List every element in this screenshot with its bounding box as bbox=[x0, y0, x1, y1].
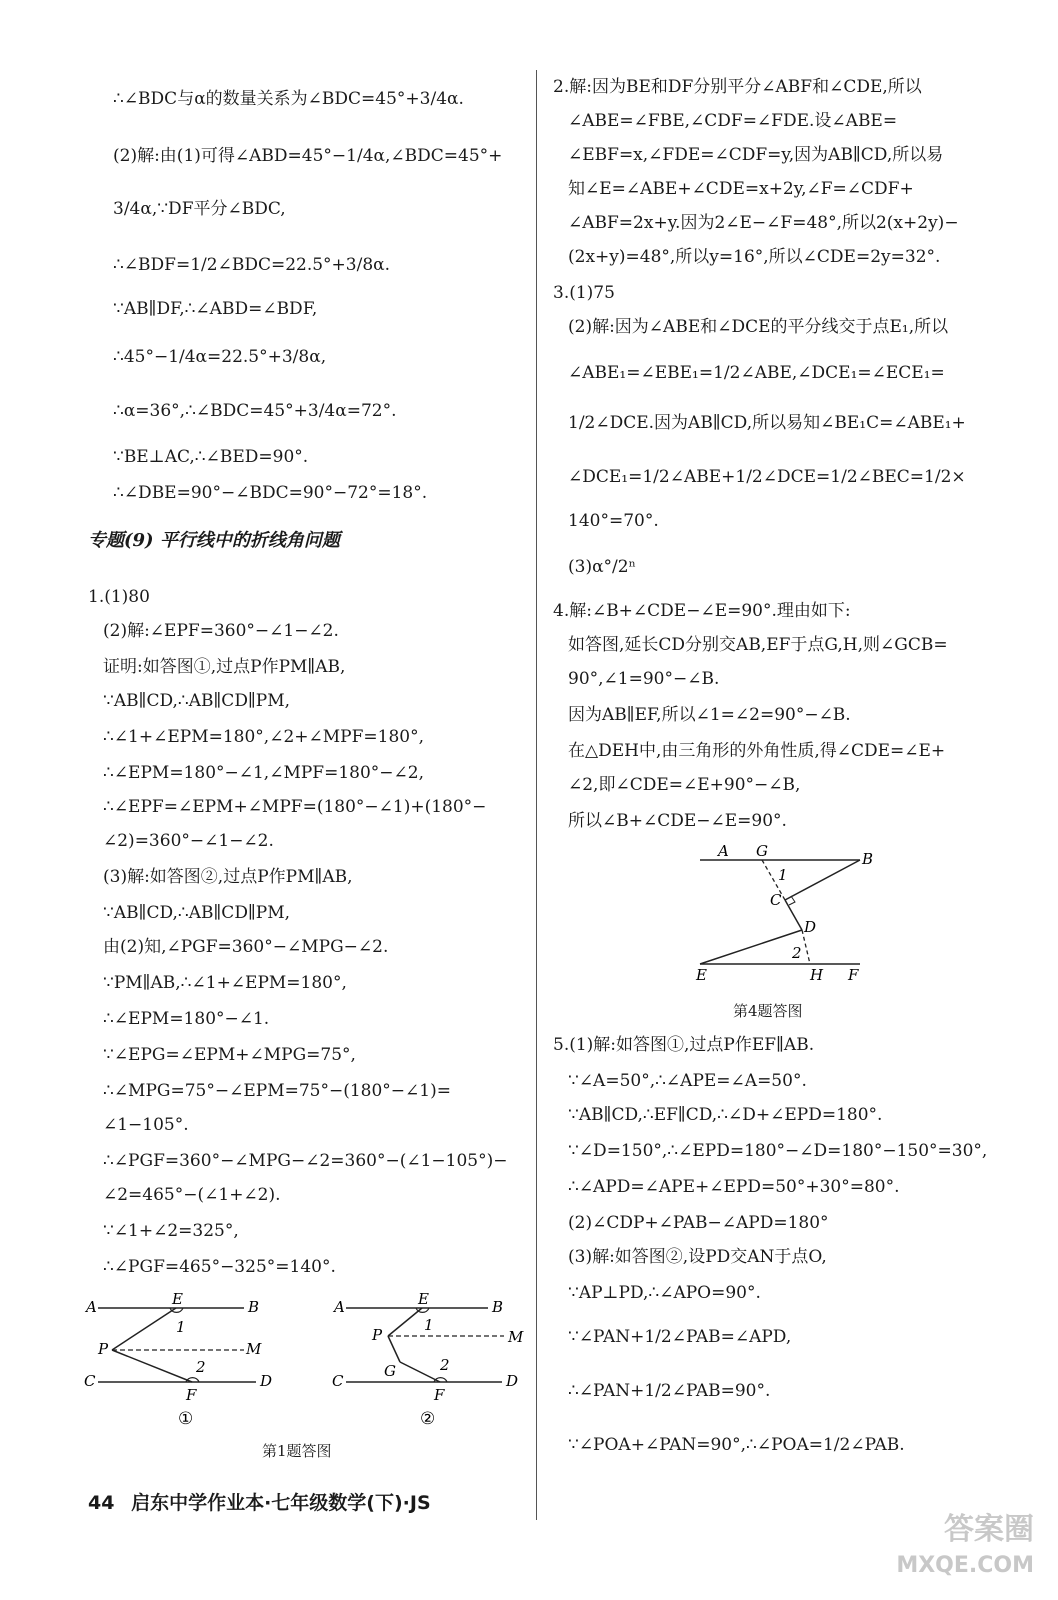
book-title: 启东中学作业本·七年级数学(下)·JS bbox=[131, 1492, 431, 1514]
left-line: ∠1−105°. bbox=[103, 1115, 189, 1135]
right-line: ∠ABE₁=∠EBE₁=1/2∠ABE,∠DCE₁=∠ECE₁= bbox=[568, 363, 945, 383]
left-line: ∵PM∥AB,∴∠1+∠EPM=180°, bbox=[103, 973, 347, 993]
left-line: ∵∠EPG=∠EPM+∠MPG=75°, bbox=[103, 1045, 356, 1065]
page-footer bbox=[88, 1488, 431, 1515]
left-line: ∴α=36°,∴∠BDC=45°+3/4α=72°. bbox=[113, 401, 397, 421]
left-line: ∴∠PGF=360°−∠MPG−∠2=360°−(∠1−105°)− bbox=[103, 1151, 508, 1171]
figure-question-1-b bbox=[330, 1290, 530, 1430]
right-line: (2)∠CDP+∠PAB−∠APD=180° bbox=[568, 1213, 829, 1233]
right-line: ∵AB∥CD,∴EF∥CD,∴∠D+∠EPD=180°. bbox=[568, 1105, 883, 1125]
fig4-label: D bbox=[804, 918, 817, 936]
left-line: ∵AB∥DF,∴∠ABD=∠BDF, bbox=[113, 299, 318, 319]
left-line: 3/4α,∵DF平分∠BDC, bbox=[113, 199, 286, 219]
right-line: 因为AB∥EF,所以∠1=∠2=90°−∠B. bbox=[568, 705, 851, 725]
watermark-line-1: 答案圈 bbox=[944, 1512, 1034, 1547]
watermark bbox=[896, 1512, 1034, 1584]
fig1a-label: M bbox=[246, 1340, 262, 1358]
fig1a-label: ① bbox=[178, 1409, 194, 1429]
right-line: (3)α°/2ⁿ bbox=[568, 557, 636, 577]
right-line: 140°=70°. bbox=[568, 511, 659, 531]
left-line: ∴∠EPM=180°−∠1,∠MPF=180°−∠2, bbox=[103, 763, 424, 783]
left-line: 证明:如答图①,过点P作PM∥AB, bbox=[103, 657, 346, 677]
fig1b-label: G bbox=[384, 1362, 396, 1380]
right-line: ∵∠A=50°,∴∠APE=∠A=50°. bbox=[568, 1071, 807, 1091]
right-line: ∠DCE₁=1/2∠ABE+1/2∠DCE=1/2∠BEC=1/2× bbox=[568, 467, 966, 487]
fig1a-label: A bbox=[86, 1298, 97, 1316]
fig4-label: G bbox=[756, 842, 768, 860]
right-line: ∵∠D=150°,∴∠EPD=180°−∠D=180°−150°=30°, bbox=[568, 1141, 988, 1161]
section-title: 专题(9) 平行线中的折线角问题 bbox=[88, 530, 340, 551]
right-line: 3.(1)75 bbox=[553, 283, 615, 303]
fig4-label: E bbox=[696, 966, 707, 984]
segment-gf bbox=[400, 1362, 440, 1382]
fig4-label: A bbox=[718, 842, 729, 860]
fig1b-label: P bbox=[372, 1326, 383, 1344]
page-number: 44 bbox=[88, 1492, 115, 1514]
right-line: (3)解:如答图②,设PD交AN于点O, bbox=[568, 1247, 827, 1267]
right-line: 如答图,延长CD分别交AB,EF于点G,H,则∠GCB= bbox=[568, 635, 948, 655]
segment-de bbox=[700, 930, 802, 964]
left-line: (2)解:由(1)可得∠ABD=45°−1/4α,∠BDC=45°+ bbox=[113, 146, 503, 166]
watermark-line-2: MXQE.COM bbox=[896, 1553, 1034, 1578]
fig1b-label: 2 bbox=[440, 1356, 450, 1374]
fig4-label: 2 bbox=[792, 944, 802, 962]
right-line: 4.解:∠B+∠CDE−∠E=90°.理由如下: bbox=[553, 601, 851, 621]
fig1a-label: 2 bbox=[196, 1358, 206, 1376]
left-line: ∠2=465°−(∠1+∠2). bbox=[103, 1185, 281, 1205]
fig1b-label: B bbox=[492, 1298, 504, 1316]
fig4-label: B bbox=[862, 850, 874, 868]
right-line: ∠2,即∠CDE=∠E+90°−∠B, bbox=[568, 775, 801, 795]
fig1b-label: D bbox=[506, 1372, 519, 1390]
fig1a-label: B bbox=[248, 1298, 260, 1316]
fig1a-label: 1 bbox=[176, 1318, 186, 1336]
right-line: 知∠E=∠ABE+∠CDE=x+2y,∠F=∠CDF+ bbox=[568, 179, 914, 199]
right-line: ∴∠APD=∠APE+∠EPD=50°+30°=80°. bbox=[568, 1177, 900, 1197]
left-line: 1.(1)80 bbox=[88, 587, 150, 607]
left-line: ∵AB∥CD,∴AB∥CD∥PM, bbox=[103, 903, 291, 923]
left-line: ∴∠EPM=180°−∠1. bbox=[103, 1009, 270, 1029]
left-line: ∴∠MPG=75°−∠EPM=75°−(180°−∠1)= bbox=[103, 1081, 451, 1101]
left-line: 由(2)知,∠PGF=360°−∠MPG−∠2. bbox=[103, 937, 389, 957]
figure-question-1-a bbox=[84, 1290, 284, 1430]
right-line: ∵∠PAN+1/2∠PAB=∠APD, bbox=[568, 1327, 792, 1347]
left-line: ∴∠BDF=1/2∠BDC=22.5°+3/8α. bbox=[113, 255, 391, 275]
right-line: (2x+y)=48°,所以y=16°,所以∠CDE=2y=32°. bbox=[568, 247, 941, 267]
fig4-label: C bbox=[770, 891, 782, 909]
fig4-label: 1 bbox=[778, 866, 788, 884]
right-line: (2)解:因为∠ABE和∠DCE的平分线交于点E₁,所以 bbox=[568, 317, 949, 337]
right-line: 2.解:因为BE和DF分别平分∠ABF和∠CDE,所以 bbox=[553, 77, 922, 97]
left-line: ∵BE⊥AC,∴∠BED=90°. bbox=[113, 447, 309, 467]
segment-bc bbox=[785, 860, 860, 900]
column-divider bbox=[536, 70, 537, 1520]
left-line: ∴∠EPF=∠EPM+∠MPF=(180°−∠1)+(180°− bbox=[103, 797, 487, 817]
left-line: ∴∠BDC与α的数量关系为∠BDC=45°+3/4α. bbox=[113, 89, 464, 109]
right-line: ∵AP⊥PD,∴∠APO=90°. bbox=[568, 1283, 761, 1303]
right-line: ∵∠POA+∠PAN=90°,∴∠POA=1/2∠PAB. bbox=[568, 1435, 905, 1455]
right-line: 在△DEH中,由三角形的外角性质,得∠CDE=∠E+ bbox=[568, 741, 946, 761]
fig1a-label: F bbox=[186, 1386, 197, 1404]
left-line: ∴45°−1/4α=22.5°+3/8α, bbox=[113, 347, 327, 367]
figure-question-4 bbox=[696, 838, 880, 988]
left-line: ∠2)=360°−∠1−∠2. bbox=[103, 831, 274, 851]
segment-ep bbox=[388, 1308, 422, 1336]
fig1b-label: E bbox=[418, 1290, 429, 1308]
left-line: ∴∠1+∠EPM=180°,∠2+∠MPF=180°, bbox=[103, 727, 424, 747]
fig1b-label: 1 bbox=[424, 1316, 434, 1334]
right-line: ∠ABE=∠FBE,∠CDF=∠FDE.设∠ABE= bbox=[568, 111, 898, 131]
fig1a-label: P bbox=[98, 1340, 109, 1358]
right-line: 1/2∠DCE.因为AB∥CD,所以易知∠BE₁C=∠ABE₁+ bbox=[568, 413, 966, 433]
left-line: (3)解:如答图②,过点P作PM∥AB, bbox=[103, 867, 353, 887]
figure-caption-4: 第4题答图 bbox=[733, 1002, 803, 1020]
left-line: ∴∠DBE=90°−∠BDC=90°−72°=18°. bbox=[113, 483, 428, 503]
right-line: ∠EBF=x,∠FDE=∠CDF=y,因为AB∥CD,所以易 bbox=[568, 145, 944, 165]
fig4-label: F bbox=[848, 966, 859, 984]
left-line: ∵AB∥CD,∴AB∥CD∥PM, bbox=[103, 691, 291, 711]
fig1b-label: A bbox=[334, 1298, 345, 1316]
left-line: ∴∠PGF=465°−325°=140°. bbox=[103, 1257, 336, 1277]
fig4-label: H bbox=[810, 966, 824, 984]
segment-pg bbox=[388, 1336, 400, 1362]
segment-cd bbox=[785, 900, 802, 930]
segment-pf bbox=[112, 1350, 192, 1382]
right-line: ∠ABF=2x+y.因为2∠E−∠F=48°,所以2(x+2y)− bbox=[568, 213, 959, 233]
right-line: ∴∠PAN+1/2∠PAB=90°. bbox=[568, 1381, 771, 1401]
figure-caption-1: 第1题答图 bbox=[262, 1442, 332, 1460]
fig1a-label: D bbox=[260, 1372, 273, 1390]
right-line: 所以∠B+∠CDE−∠E=90°. bbox=[568, 811, 787, 831]
fig1b-label: ② bbox=[420, 1409, 436, 1429]
segment-ep bbox=[112, 1308, 176, 1350]
right-line: 5.(1)解:如答图①,过点P作EF∥AB. bbox=[553, 1035, 815, 1055]
fig1a-label: C bbox=[84, 1372, 96, 1390]
left-line: (2)解:∠EPF=360°−∠1−∠2. bbox=[103, 621, 339, 641]
fig1a-label: E bbox=[172, 1290, 183, 1308]
right-line: 90°,∠1=90°−∠B. bbox=[568, 669, 720, 689]
fig1b-label: F bbox=[434, 1386, 445, 1404]
fig1b-label: M bbox=[508, 1328, 524, 1346]
left-line: ∵∠1+∠2=325°, bbox=[103, 1221, 239, 1241]
fig1b-label: C bbox=[332, 1372, 344, 1390]
